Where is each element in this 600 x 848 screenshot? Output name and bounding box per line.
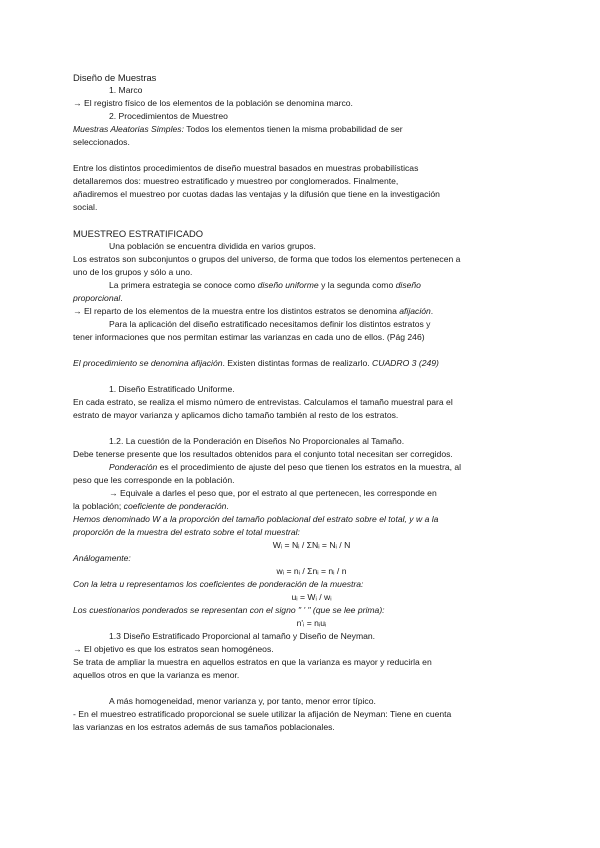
term-diseno: diseño: [395, 280, 421, 290]
paragraph-line: Los cuestionarios ponderados se representan con el signo " ' " (que se lee prima):: [73, 605, 385, 615]
paragraph-line: Hemos denominado W a la proporción del tamaño poblacional del estrato sobre el total, y w a la: [73, 514, 439, 524]
term-ponderacion: Ponderación: [109, 462, 158, 472]
heading-muestreo-estratificado: MUESTREO ESTRATIFICADO: [73, 228, 204, 239]
paragraph-line: aquellos otros en que la varianza es menor.: [73, 670, 240, 680]
term-mas: Muestras Aleatorias Simples:: [73, 124, 184, 134]
text-span: .: [226, 501, 229, 511]
paragraph-line: [73, 279, 560, 292]
paragraph-line: [73, 292, 560, 305]
paragraph-line: Análogamente:: [73, 553, 131, 563]
paragraph-line: Debe tenerse presente que los resultados obtenidos para el conjunto total necesitan ser corregidos.: [73, 449, 453, 459]
text-span: es el procedimiento de ajuste del peso que tienen los estratos en la muestra, al: [157, 462, 462, 472]
paragraph-line: proporción de la muestra del estrato sobre el total muestral:: [73, 527, 300, 537]
paragraph-line: tener informaciones que nos permitan estimar las varianzas en cada uno de ellos. (Pág 246): [73, 332, 425, 342]
document-title: Diseño de Muestras: [73, 72, 157, 83]
paragraph-line: → Equivale a darles el peso que, por el estrato al que pertenecen, les corresponde en: [109, 488, 437, 498]
text-span: El procedimiento se denomina afijación: [73, 358, 223, 368]
paragraph-line: añadiremos el muestreo por cuotas dadas las ventajas y la difusión que tiene en la investigación: [73, 189, 440, 199]
paragraph-line: Los estratos son subconjuntos o grupos del universo, de forma que todos los elementos pertenecen a: [73, 254, 461, 264]
section-heading-procedimientos: 2. Procedimientos de Muestreo: [109, 111, 228, 121]
paragraph-line: Se trata de ampliar la muestra en aquellos estratos en que la varianza es mayor y reducirla en: [73, 657, 432, 667]
paragraph-line: [73, 123, 560, 136]
term-afijacion: afijación: [399, 306, 431, 316]
paragraph-line: seleccionados.: [73, 137, 130, 147]
formula-n-prima: n'ᵢ = nᵢuᵢ: [296, 618, 327, 628]
paragraph-line: Una población se encuentra dividida en varios grupos.: [109, 241, 316, 251]
paragraph-line: peso que les corresponde en la población.: [73, 475, 235, 485]
paragraph-line: Para la aplicación del diseño estratificado necesitamos definir los distintos estratos y: [109, 319, 431, 329]
term-coeficiente: coeficiente de ponderación: [123, 501, 227, 511]
text-span: y la segunda como: [318, 280, 396, 290]
paragraph-line: → El registro físico de los elementos de la población se denomina marco.: [73, 98, 353, 108]
paragraph-line: → El objetivo es que los estratos sean homogéneos.: [73, 644, 274, 654]
term-uniforme: diseño uniforme: [257, 280, 319, 290]
paragraph-line: social.: [73, 202, 98, 212]
section-heading-uniforme: 1. Diseño Estratificado Uniforme.: [109, 384, 235, 394]
text-span: → El reparto de los elementos de la muestra entre los distintos estratos se denomina: [73, 306, 400, 316]
formula-u: uᵢ = Wᵢ / wᵢ: [291, 592, 332, 602]
text-span: la población;: [73, 501, 124, 511]
paragraph-line: estrato de mayor varianza y aplicamos dicho tamaño también al resto de los estratos.: [73, 410, 399, 420]
section-heading-ponderacion: 1.2. La cuestión de la Ponderación en Diseños No Proporcionales al Tamaño.: [109, 436, 405, 446]
text-span: .: [430, 306, 434, 316]
paragraph-line: [73, 500, 560, 513]
section-heading-marco: 1. Marco: [109, 85, 143, 95]
paragraph-line: [73, 357, 560, 370]
paragraph-line: Con la letra u representamos los coeficientes de ponderación de la muestra:: [73, 579, 364, 589]
section-heading-neyman: 1.3 Diseño Estratificado Proporcional al tamaño y Diseño de Neyman.: [109, 631, 376, 641]
paragraph-line: [73, 305, 560, 318]
text-span: . Existen distintas formas de realizarlo.: [222, 358, 373, 368]
formula-w-lower: wᵢ = nᵢ / Σnᵢ = nᵢ / n: [276, 566, 347, 576]
text-span: La primera estrategia se conoce como: [109, 280, 258, 290]
paragraph-line: detallaremos dos: muestreo estratificado y muestreo por conglomerados. Finalmente,: [73, 176, 399, 186]
reference-cuadro: CUADRO 3 (249): [372, 358, 439, 368]
paragraph-line: [73, 461, 560, 474]
paragraph-line: A más homogeneidad, menor varianza y, por tanto, menor error típico.: [109, 696, 376, 706]
paragraph-line: Entre los distintos procedimientos de diseño muestral basados en muestras probabilísticas: [73, 163, 419, 173]
paragraph-line: las varianzas en los estratos además de sus tamaños poblacionales.: [73, 722, 335, 732]
text-span: .: [120, 293, 123, 303]
paragraph-line: - En el muestreo estratificado proporcional se suele utilizar la afijación de Neyman: Tiene en cuenta: [73, 709, 452, 719]
paragraph-line: En cada estrato, se realiza el mismo número de entrevistas. Calculamos el tamaño muestral para el: [73, 397, 453, 407]
term-proporcional: proporcional: [73, 293, 121, 303]
text-span: Todos los elementos tienen la misma probabilidad de ser: [183, 124, 403, 134]
paragraph-line: uno de los grupos y sólo a uno.: [73, 267, 193, 277]
formula-w: Wᵢ = Nᵢ / ΣNᵢ = Nᵢ / N: [272, 540, 351, 550]
